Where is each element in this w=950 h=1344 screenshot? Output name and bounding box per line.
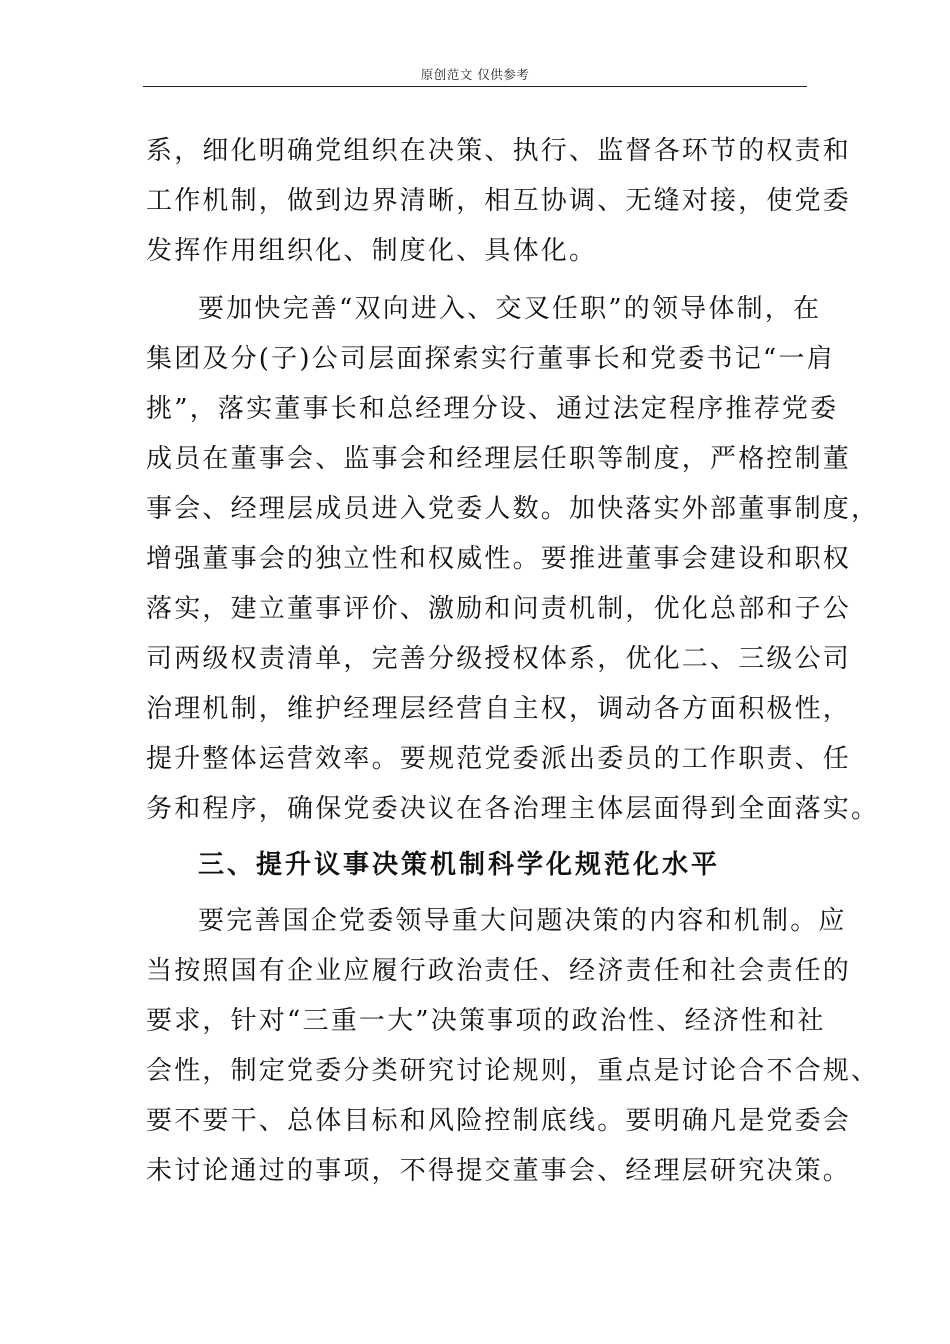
page-header: 原创范文 仅供参考 <box>143 64 807 87</box>
text-line: 要求，针对“三重一大”决策事项的政治性、经济性和社 <box>146 1006 826 1036</box>
text-line: 成员在董事会、监事会和经理层任职等制度，严格控制董 <box>146 444 852 474</box>
text-line: 增强董事会的独立性和权威性。要推进董事会建设和职权 <box>146 544 852 574</box>
text-line: 务和程序，确保党委决议在各治理主体层面得到全面落实。 <box>146 794 880 824</box>
text-line: 工作机制，做到边界清晰，相互协调、无缝对接，使党委 <box>146 186 852 216</box>
text-line: 当按照国有企业应履行政治责任、经济责任和社会责任的 <box>146 956 852 986</box>
text-line: 发挥作用组织化、制度化、具体化。 <box>146 236 598 266</box>
text-line: 事会、经理层成员进入党委人数。加快落实外部董事制度， <box>146 494 880 524</box>
text-line: 会性，制定党委分类研究讨论规则，重点是讨论合不合规、 <box>146 1056 880 1086</box>
text-line: 要完善国企党委领导重大问题决策的内容和机制。应 <box>198 906 847 936</box>
text-line: 提升整体运营效率。要规范党委派出委员的工作职责、任 <box>146 744 852 774</box>
section-heading: 三、提升议事决策机制科学化规范化水平 <box>198 850 721 880</box>
text-line: 未讨论通过的事项，不得提交董事会、经理层研究决策。 <box>146 1156 852 1186</box>
text-line: 司两级权责清单，完善分级授权体系，优化二、三级公司 <box>146 644 852 674</box>
text-line: 治理机制，维护经理层经营自主权，调动各方面积极性， <box>146 694 852 724</box>
text-line: 要加快完善“双向进入、交叉任职”的领导体制，在 <box>198 294 822 324</box>
text-line: 落实，建立董事评价、激励和问责机制，优化总部和子公 <box>146 594 852 624</box>
text-line: 集团及分(子)公司层面探索实行董事长和党委书记“一肩 <box>146 344 835 374</box>
text-line: 挑”，落实董事长和总经理分设、通过法定程序推荐党委 <box>146 394 839 424</box>
text-line: 要不要干、总体目标和风险控制底线。要明确凡是党委会 <box>146 1106 852 1136</box>
text-line: 系，细化明确党组织在决策、执行、监督各环节的权责和 <box>146 136 852 166</box>
